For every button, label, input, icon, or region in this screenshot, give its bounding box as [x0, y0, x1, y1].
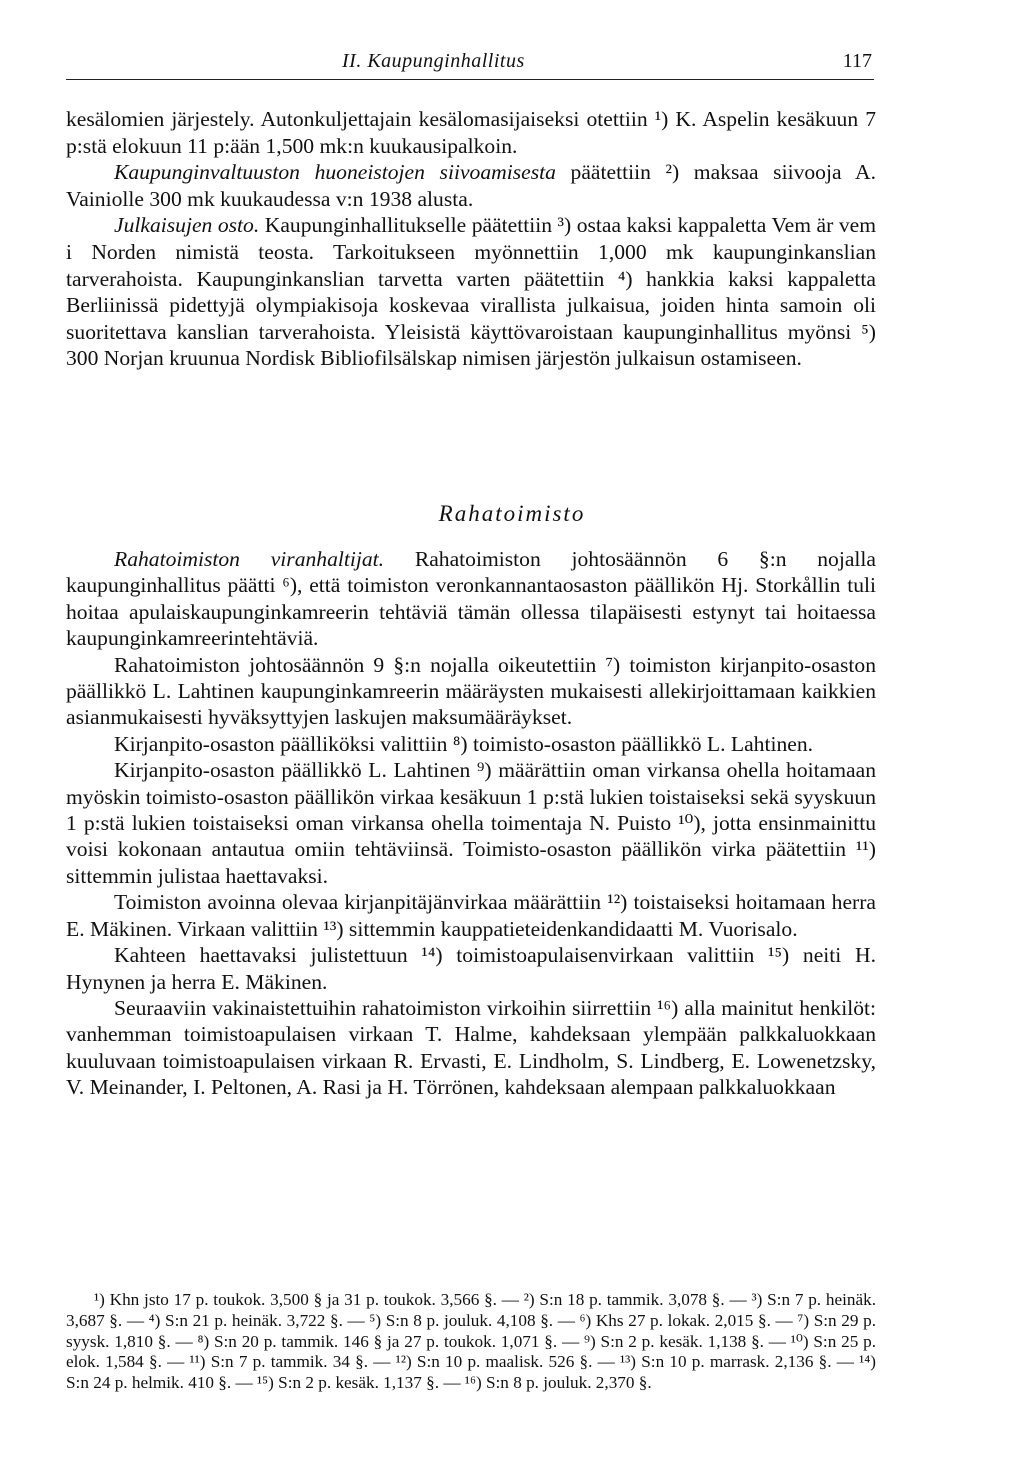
footnote-text: ¹) Khn jsto 17 p. toukok. 3,500 § ja 31 p. toukok. 3,566 §. — ²) S:n 18 p. tammik. 3,078 §. — ³) S:n 7 p. heinäk. 3,687 §. — ⁴) S:n 21 p. heinäk. 3,722 §. — ⁵) S:n 8 p. jouluk. 4,108 §. — ⁶) Khs 27 p. lokak. 2,015 §. — ⁷) S:n 29 p. syysk. 1,810 §. — ⁸) S:n 20 p. tammik. 146 § ja 27 p. toukok. 1,071 §. — ⁹) S:n 2 p. kesäk. 1,138 §. — ¹⁰) S:n 25 p. elok. 1,584 §. — ¹¹) S:n 7 p. tammik. 34 §. — ¹²) S:n 10 p. maalisk. 526 §. — ¹³) S:n 10 p. marrask. 2,136 §. — ¹⁴) S:n 24 p. helmik. 410 §. — ¹⁵) S:n 2 p. kesäk. 1,137 §. — ¹⁶) S:n 8 p. jouluk. 2,370 §. — [66, 1290, 876, 1393]
section-paragraph-5: Toimiston avoinna olevaa kirjanpitäjänvirkaa määrättiin ¹²) toistaiseksi hoitamaan herra E. Mäkinen. Virkaan valittiin ¹³) sittemmin kauppatieteidenkandidaatti M. Vuorisalo. — [66, 890, 876, 941]
intro-paragraph-1: kesälomien järjestely. Autonkuljettajain kesälomasijaiseksi otettiin ¹) K. Aspelin kesäkuun 7 p:stä elokuun 11 p:ään 1,500 mk:n kuukausipalkoin. — [66, 107, 876, 158]
section-paragraph-1 — [66, 546, 876, 652]
section-paragraph-2: Rahatoimiston johtosäännön 9 §:n nojalla oikeutettiin ⁷) toimiston kirjanpito-osaston päällikkö L. Lahtinen kaupunginkamreerin määräysten mukaisesti allekirjoittamaan kaikkien asianmukaisesti hyväksyttyjen laskujen maksumääräykset. — [66, 652, 876, 730]
paragraph-lead: Julkaisujen osto. — [114, 213, 260, 238]
running-title: II. Kaupunginhallitus — [342, 50, 525, 72]
section-paragraph-4: Kirjanpito-osaston päällikkö L. Lahtinen ⁹) määrättiin oman virkansa ohella hoitamaan myöskin toimisto-osaston päällikön virkaa kesäkuun 1 p:stä lukien toistaiseksi sekä syyskuun 1 p:stä lukien toistaiseksi oman virkansa ohella toimentaja N. Puisto ¹⁰), jotta ensinmainittu voisi kokonaan antautua omiin tehtäviinsä. Toimisto-osaston päällikön virka päätettiin ¹¹) sittemmin julistaa haettavaksi. — [66, 758, 876, 888]
page-number: 117 — [842, 50, 872, 72]
section-paragraph-7: Seuraaviin vakinaistettuihin rahatoimiston virkoihin siirrettiin ¹⁶) alla mainitut henkilöt: vanhemman toimistoapulaisen virkaan T. Halme, kahdeksaan ylempään palkkaluokkaan kuuluvaan toimistoapulaisen virkaan R. Ervasti, E. Lindholm, S. Lindberg, E. Lowenetzsky, V. Meinander, I. Peltonen, A. Rasi ja H. Törrönen, kahdeksaan alempaan palkkaluokkaan — [66, 995, 876, 1100]
section-text — [66, 546, 876, 1101]
intro-paragraph-3 — [66, 212, 876, 372]
page-header — [66, 50, 874, 80]
paragraph-rest: päätettiin ²) maksaa siivooja A. Vainiolle 300 mk kuukaudessa v:n 1938 alusta. — [66, 160, 876, 211]
section-paragraph-6: Kahteen haettavaksi julistettuun ¹⁴) toimistoapulaisenvirkaan valittiin ¹⁵) neiti H. Hynynen ja herra E. Mäkinen. — [66, 943, 876, 994]
section-paragraph-3: Kirjanpito-osaston päälliköksi valittiin ⁸) toimisto-osaston päällikkö L. Lahtinen. — [114, 731, 814, 756]
header-rule — [66, 79, 874, 80]
intro-paragraph-2 — [66, 159, 876, 212]
section-heading: Rahatoimisto — [438, 501, 586, 526]
paragraph-rest: Rahatoimiston johtosäännön 6 §:n nojalla kaupunginhallitus päätti ⁶), että toimiston veronkannantaosaston päällikön Hj. Storkållin tuli hoitaa apulaiskaupunginkamreerin tehtäviä tämän ollessa tilapäisesti estynyt tai hoitaessa kaupunginkamreerintehtäviä. — [66, 547, 877, 651]
paragraph-lead: Rahatoimiston viranhaltijat. — [114, 547, 385, 571]
intro-text — [66, 106, 876, 372]
footnotes — [66, 1290, 876, 1394]
paragraph-lead: Kaupunginvaltuuston huoneistojen siivoamisesta — [114, 160, 556, 185]
paragraph-rest: Kaupunginhallitukselle päätettiin ³) ostaa kaksi kappaletta Vem är vem i Norden nimistä teosta. Tarkoitukseen myönnettiin 1,000 mk kaupunginkanslian tarverahoista. Kaupunginkanslian tarvetta varten päätettiin ⁴) hankkia kaksi kappaletta Berliinissä pidettyjä olympiakisoja koskevaa virallista julkaisua, joiden hinta samoin oli suoritettava kanslian tarverahoista. Yleisistä käyttövaroistaan kaupunginhallitus myönsi ⁵) 300 Norjan kruunua Nordisk Bibliofilsälskap nimisen järjestön julkaisun ostamiseen. — [66, 213, 876, 371]
